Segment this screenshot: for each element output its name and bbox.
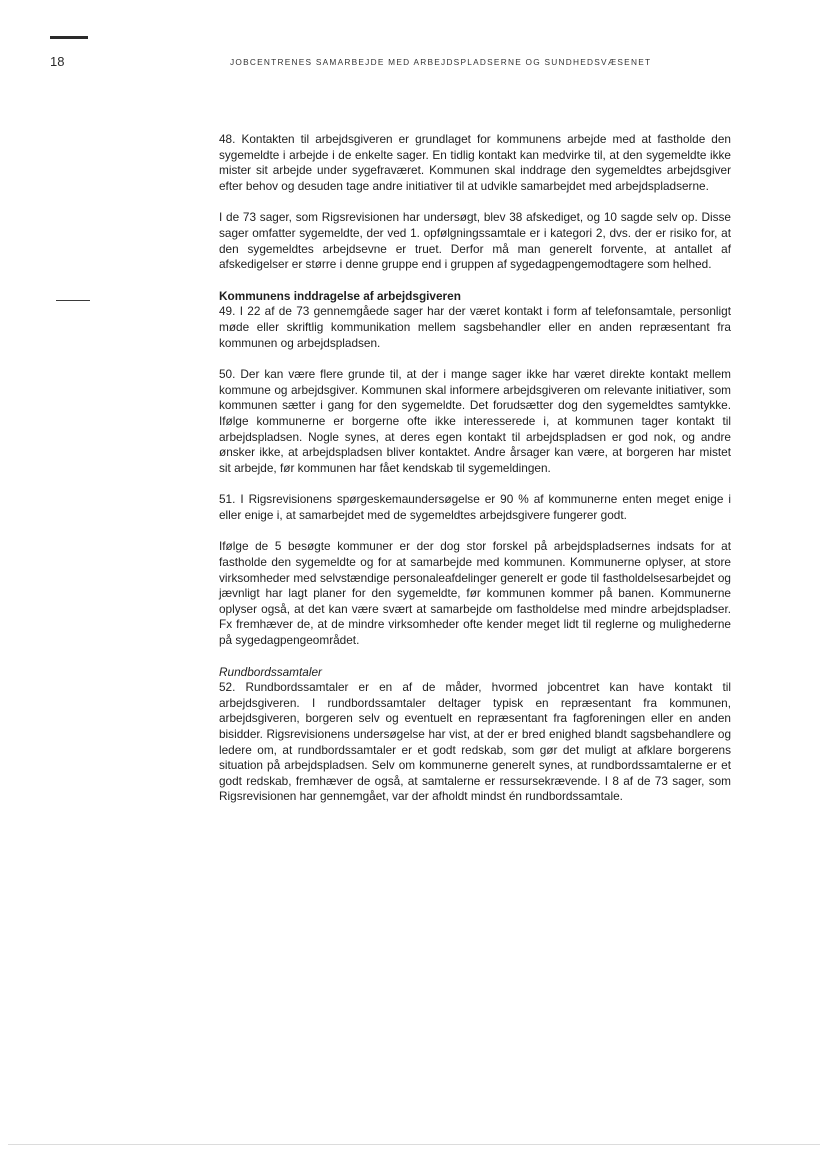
section-rundbord <box>219 665 731 805</box>
margin-marker <box>56 300 90 301</box>
paragraph-49: 49. I 22 af de 73 gennemgåede sager har der været kontakt i form af telefonsamtale, personligt møde eller skriftlig kommunikation mellem sagsbehandler eller en anden repræsentant fra kommunen og arbejdspladsen. <box>219 304 731 350</box>
running-header: JOBCENTRENES SAMARBEJDE MED ARBEJDSPLADSERNE OG SUNDHEDSVÆSENET <box>230 57 652 67</box>
paragraph-51-continued: Ifølge de 5 besøgte kommuner er der dog stor forskel på arbejdspladsernes indsats for at fastholde den sygemeldte og for at samarbejde med kommunen. Kommunerne oplyser, at store virksomheder med selvstændige personaleafdelinger generelt er gode til fastholdelsesarbejdet og jævnligt har lagt planer for den sygemeldte, før kommunen kommer på banen. Kommunerne oplyser også, at det kan være svært at samarbejde om fastholdelse med mindre arbejdspladser. Fx fremhæver de, at de mindre virksomheder ofte kender meget lidt til reglerne og mulighederne på sygedagpengeområdet. <box>219 539 731 648</box>
scan-edge-line <box>8 1144 820 1145</box>
paragraph-48-continued: I de 73 sager, som Rigsrevisionen har undersøgt, blev 38 afskediget, og 10 sagde selv op. Disse sager omfatter sygemeldte, der ved 1. opfølgningssamtale er i kategori 2, dvs. der er risiko for, at den sygemeldtes arbejdsevne er truet. Derfor må man generelt forvente, at antallet af afskedigelser er større i denne gruppe end i gruppen af sygedagpengemodtagere som helhed. <box>219 210 731 272</box>
document-body <box>219 132 731 821</box>
page-number: 18 <box>50 54 65 69</box>
paragraph-51: 51. I Rigsrevisionens spørgeskemaundersøgelse er 90 % af kommunerne enten meget enige i eller enige i, at samarbejdet med de sygemeldtes arbejdsgivere fungerer godt. <box>219 492 731 522</box>
section-inddragelse <box>219 289 731 351</box>
header-rule <box>50 36 88 39</box>
section-heading: Kommunens inddragelse af arbejdsgiveren <box>219 288 461 303</box>
paragraph-52: 52. Rundbordssamtaler er en af de måder, hvormed jobcentret kan have kontakt til arbejdsgiveren. I rundbordssamtaler deltager typisk en repræsentant fra kommunen, arbejdsgiveren, borgeren selv og eventuelt en repræsentant fra fagforeningen eller en anden bisidder. Rigsrevisionens undersøgelse har vist, at der er bred enighed blandt sagsbehandlere og ledere om, at rundbordssamtaler er et godt redskab, som gør det muligt at afklare borgerens situation på arbejdspladsen. Selv om kommunerne generelt synes, at rundbordssamtalerne er et godt redskab, fremhæver de også, at samtalerne er ressursekrævende. I 8 af de 73 sager, som Rigsrevisionen har gennemgået, var der afholdt mindst én rundbordssamtale. <box>219 680 731 804</box>
subsection-heading: Rundbordssamtaler <box>219 664 322 679</box>
paragraph-48: 48. Kontakten til arbejdsgiveren er grundlaget for kommunens arbejde med at fastholde den sygemeldte i arbejde i de enkelte sager. En tidlig kontakt kan medvirke til, at den sygemeldte ikke mister sit arbejde under sygefraværet. Kommunen skal inddrage den sygemeldtes arbejdsgiver efter behov og desuden tage andre initiativer til at udvikle samarbejdet med arbejdspladserne. <box>219 132 731 193</box>
paragraph-50: 50. Der kan være flere grunde til, at der i mange sager ikke har været direkte kontakt mellem kommune og arbejdsgiver. Kommunen skal informere arbejdsgiveren om relevante initiativer, som kommunen sætter i gang for den sygemeldte. Det forudsætter dog den sygemeldtes samtykke. Ifølge kommunerne er borgerne ofte ikke interesserede i, at kommunen tager kontakt til arbejdspladsen. Nogle synes, at deres egen kontakt til arbejdspladsen er god nok, og andre ønsker ikke, at arbejdspladsen bliver kontaktet. Andre årsager kan være, at borgeren har mistet sit arbejde, før kommunen har fået kendskab til sygemeldingen. <box>219 367 731 475</box>
